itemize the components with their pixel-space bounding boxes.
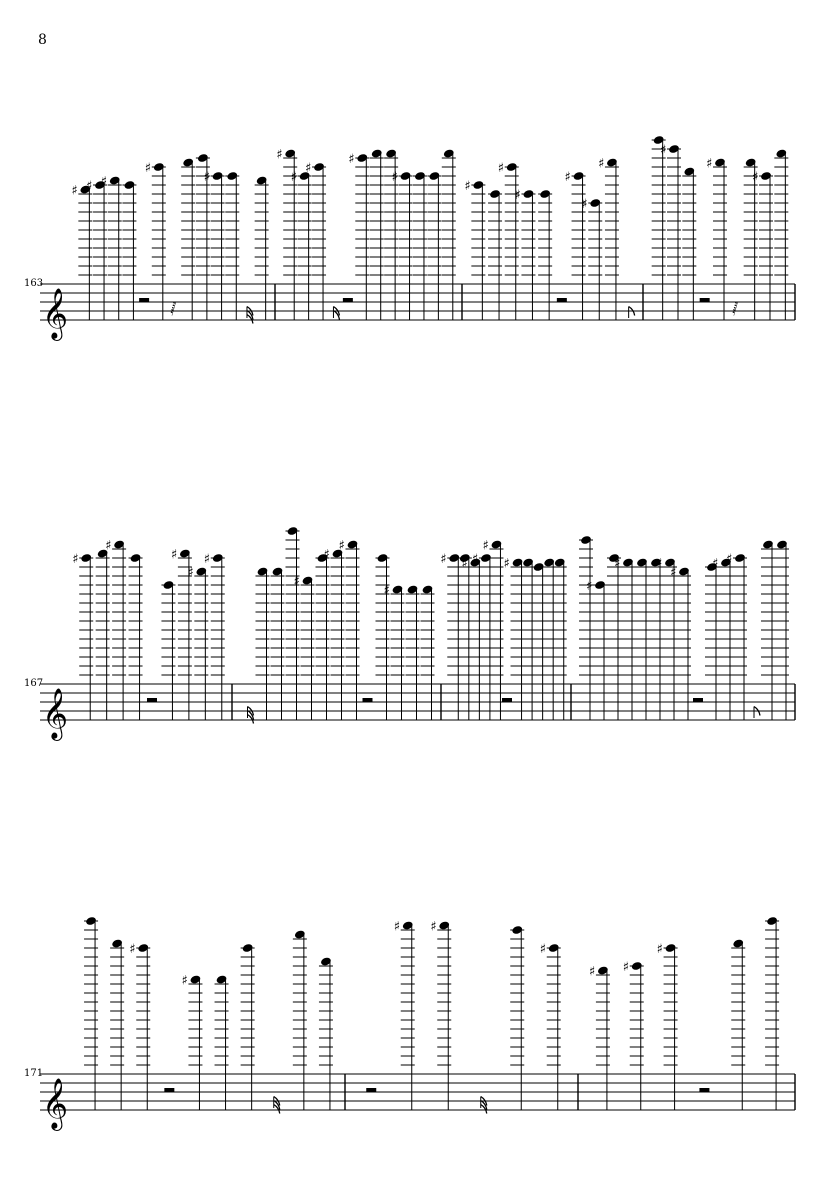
sharp-icon: ♯ xyxy=(393,919,401,935)
sharp-icon: ♯ xyxy=(497,161,505,176)
half-rest xyxy=(139,298,149,302)
sharp-icon: ♯ xyxy=(105,538,112,554)
sharp-icon: ♯ xyxy=(588,964,596,980)
sharp-icon: ♯ xyxy=(752,170,759,185)
sharp-icon: ♯ xyxy=(482,538,489,554)
sharp-icon: ♯ xyxy=(305,161,312,176)
sharp-icon: ♯ xyxy=(100,174,108,190)
sharp-icon: ♯ xyxy=(170,547,178,563)
sharp-icon: ♯ xyxy=(656,942,663,957)
sharp-icon: ♯ xyxy=(726,552,733,567)
sharp-icon: ♯ xyxy=(293,574,300,590)
sharp-icon: ♯ xyxy=(276,147,283,163)
sharp-icon: ♯ xyxy=(656,556,663,572)
half-rest xyxy=(363,698,373,702)
half-rest xyxy=(343,298,353,302)
sharp-icon: ♯ xyxy=(71,183,78,199)
sharp-icon: ♯ xyxy=(514,188,521,203)
sharp-icon: ♯ xyxy=(471,552,479,567)
treble-clef-icon: 𝄞 xyxy=(42,1078,69,1129)
sharp-icon: ♯ xyxy=(338,538,345,554)
sharp-icon: ♯ xyxy=(464,179,471,194)
sharp-icon: ♯ xyxy=(564,170,571,185)
sharp-icon: ♯ xyxy=(614,556,621,572)
sharp-icon: ♯ xyxy=(581,197,588,212)
measure-number-system-2: 167 xyxy=(24,678,44,689)
sharp-icon: ♯ xyxy=(86,179,93,194)
sharp-icon: ♯ xyxy=(348,152,355,167)
half-rest xyxy=(557,298,567,302)
half-rest xyxy=(700,298,710,302)
half-rest xyxy=(699,1088,709,1092)
sharp-icon: ♯ xyxy=(586,579,593,594)
half-rest xyxy=(164,1088,174,1092)
sharp-icon: ♯ xyxy=(440,552,447,567)
sharp-icon: ♯ xyxy=(539,942,547,957)
sharp-icon: ♯ xyxy=(181,973,188,989)
measure-number-system-3: 171 xyxy=(24,1068,44,1079)
sharp-icon: ♯ xyxy=(712,556,719,572)
half-rest xyxy=(147,698,157,702)
measure-number-system-1: 163 xyxy=(24,278,44,289)
sharp-icon: ♯ xyxy=(187,565,194,581)
sharp-icon: ♯ xyxy=(622,960,630,975)
sharp-icon: ♯ xyxy=(461,556,468,572)
sharp-icon: ♯ xyxy=(203,170,210,185)
sharp-icon: ♯ xyxy=(383,583,390,599)
treble-clef-icon: 𝄞 xyxy=(42,688,69,739)
sharp-icon: ♯ xyxy=(660,143,667,158)
half-rest xyxy=(693,698,703,702)
sharp-icon: ♯ xyxy=(391,170,398,185)
sharp-icon: ♯ xyxy=(144,161,152,176)
sharp-icon: ♯ xyxy=(129,942,136,957)
sharp-icon: ♯ xyxy=(290,170,297,185)
sharp-icon: ♯ xyxy=(430,919,437,935)
sharp-icon: ♯ xyxy=(597,156,605,172)
treble-clef-icon: 𝄞 xyxy=(42,288,69,339)
thirty-second-rest: 𝅂 xyxy=(732,301,738,316)
sharp-icon: ♯ xyxy=(503,556,510,572)
sharp-icon: ♯ xyxy=(203,552,211,567)
thirty-second-rest: 𝅂 xyxy=(170,301,176,316)
sharp-icon: ♯ xyxy=(323,547,330,563)
sharp-icon: ♯ xyxy=(706,156,713,172)
sharp-icon: ♯ xyxy=(670,565,677,581)
half-rest xyxy=(366,1088,376,1092)
sharp-icon: ♯ xyxy=(72,552,79,567)
page-number: 8 xyxy=(38,32,47,48)
half-rest xyxy=(502,698,512,702)
